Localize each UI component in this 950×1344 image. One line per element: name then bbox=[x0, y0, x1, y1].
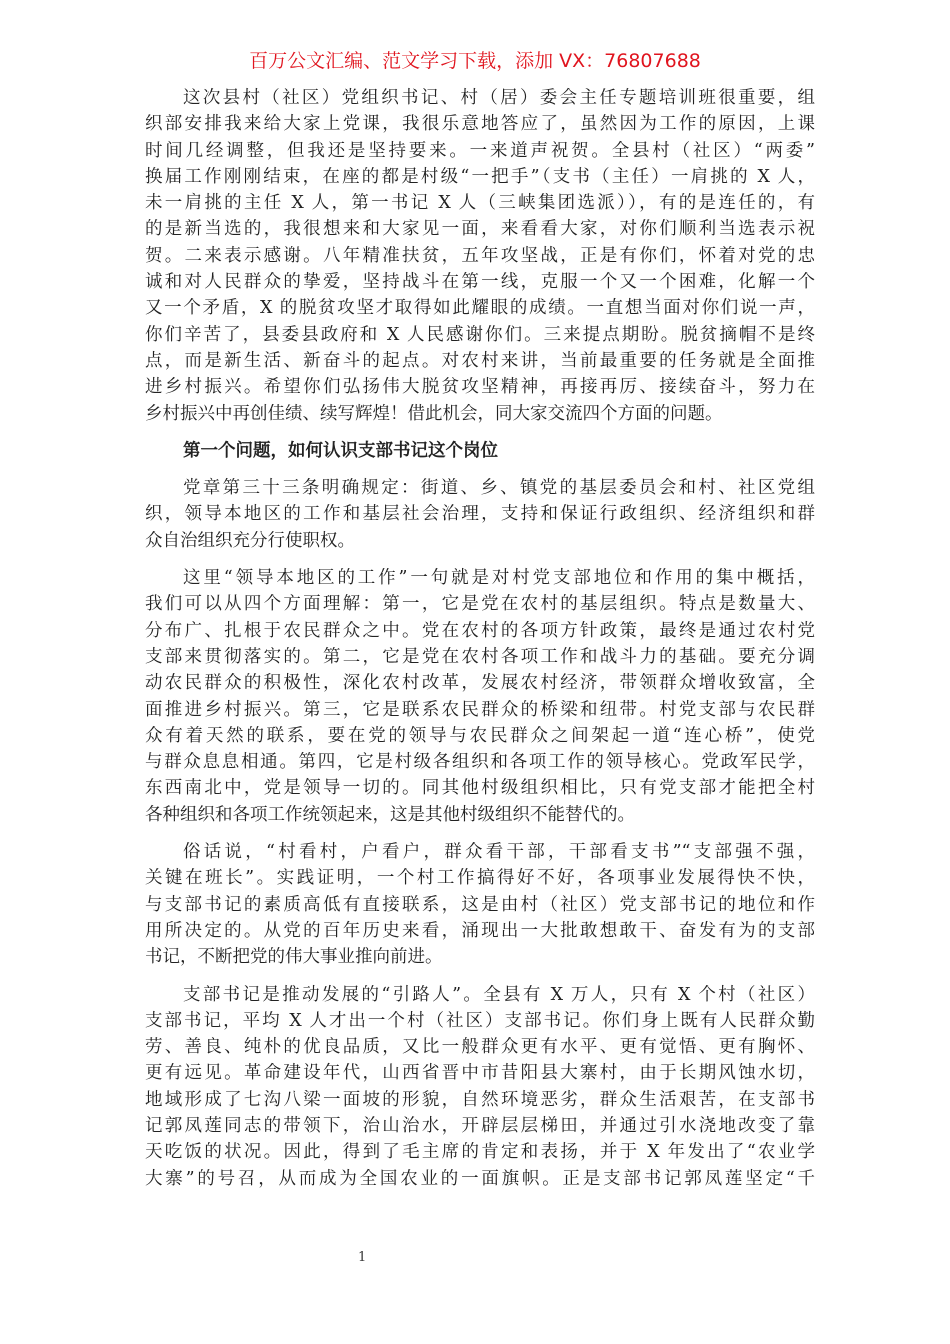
text-line: 又一个矛盾，X 的脱贫攻坚才取得如此耀眼的成绩。一直想当面对你们说一声， bbox=[145, 298, 815, 319]
paragraph bbox=[145, 85, 815, 427]
text-line: 时间几经调整，但我还是坚持要来。一来道声祝贺。全县村（社区）“两委” bbox=[145, 140, 815, 161]
text-line: 第一个问题，如何认识支部书记这个岗位 bbox=[183, 440, 498, 461]
text-line: 换届工作刚刚结束，在座的都是村级“一把手”（支书（主任）一肩挑的 X 人， bbox=[145, 166, 815, 187]
text-line: 诚和对人民群众的挚爱，坚持战斗在第一线，克服一个又一个困难，化解一个 bbox=[145, 272, 815, 293]
text-line: 党章第三十三条明确规定：街道、乡、镇党的基层委员会和村、社区党组 bbox=[183, 478, 815, 499]
text-line: 这次县村（社区）党组织书记、村（居）委会主任专题培训班很重要，组 bbox=[183, 88, 815, 108]
paragraph bbox=[145, 982, 815, 1192]
text-line: 关键在班长”。实践证明，一个村工作搞得好不好，各项事业发展得快不快， bbox=[145, 868, 815, 889]
text-line: 面推进乡村振兴。第三，它是联系农民群众的桥梁和纽带。村党支部与农民群 bbox=[145, 699, 815, 720]
text-line: 与支部书记的素质高低有直接联系，这是由村（社区）党支部书记的地位和作 bbox=[145, 894, 815, 915]
text-line: 俗话说，“村看村，户看户，群众看干部，干部看支书”“支部强不强， bbox=[183, 842, 815, 863]
text-line: 记郭凤莲同志的带领下，治山治水，开辟层层梯田，并通过引水浇地改变了靠 bbox=[145, 1115, 815, 1136]
text-line: 书记，不断把党的伟大事业推向前进。 bbox=[145, 947, 443, 968]
text-line: 进乡村振兴。希望你们弘扬伟大脱贫攻坚精神，再接再厉、接续奋斗，努力在 bbox=[145, 377, 815, 398]
text-line: 大寨”的号召，从而成为全国农业的一面旗帜。正是支部书记郭凤莲坚定“千 bbox=[145, 1168, 815, 1189]
text-line: 支部书记，平均 X 人才出一个村（社区）支部书记。你们身上既有人民群众勤 bbox=[145, 1010, 815, 1031]
paragraph bbox=[145, 475, 815, 554]
text-line: 乡村振兴中再创佳绩、续写辉煌！借此机会，同大家交流四个方面的问题。 bbox=[145, 403, 723, 424]
text-line: 众自治组织充分行使职权。 bbox=[145, 530, 355, 551]
text-line: 支部来贯彻落实的。第二，它是党在农村各项工作和战斗力的基础。要充分调 bbox=[145, 646, 815, 667]
text-line: 这里“领导本地区的工作”一句就是对村党支部地位和作用的集中概括， bbox=[183, 568, 815, 589]
text-line: 各种组织和各项工作统领起来，这是其他村级组织不能替代的。 bbox=[145, 804, 635, 825]
document-body bbox=[145, 85, 815, 1203]
text-line: 贺。二来表示感谢。八年精准扶贫，五年攻坚战，正是有你们，怀着对党的忠 bbox=[145, 245, 815, 266]
text-line: 动农民群众的积极性，深化农村改革，发展农村经济，带领群众增收致富，全 bbox=[145, 673, 815, 694]
text-line: 更有远见。革命建设年代，山西省晋中市昔阳县大寨村，由于长期风蚀水切， bbox=[145, 1063, 815, 1084]
text-line: 织，领导本地区的工作和基层社会治理，支持和保证行政组织、经济组织和群 bbox=[145, 504, 815, 525]
text-line: 你们辛苦了，县委县政府和 X 人民感谢你们。三来提点期盼。脱贫摘帽不是终 bbox=[145, 324, 815, 345]
text-line: 的是新当选的，我很想来和大家见一面，来看看大家，对你们顺利当选表示祝 bbox=[145, 219, 815, 240]
text-line: 东西南北中，党是领导一切的。同其他村级组织相比，只有党支部才能把全村 bbox=[145, 778, 815, 799]
text-line: 点，而是新生活、新奋斗的起点。对农村来讲，当前最重要的任务就是全面推 bbox=[145, 350, 815, 371]
text-line: 天吃饭的状况。因此，得到了毛主席的肯定和表扬，并于 X 年发出了“农业学 bbox=[145, 1142, 815, 1163]
text-line: 支部书记是推动发展的“引路人”。全县有 X 万人，只有 X 个村（社区） bbox=[183, 984, 815, 1005]
text-line: 我们可以从四个方面理解：第一，它是党在农村的基层组织。特点是数量大、 bbox=[145, 594, 815, 615]
text-line: 众有着天然的联系，要在党的领导与农民群众之间架起一道“连心桥”，使党 bbox=[145, 725, 815, 746]
text-line: 用所决定的。从党的百年历史来看，涌现出一大批敢想敢干、奋发有为的支部 bbox=[145, 920, 815, 941]
text-line: 未一肩挑的主任 X 人，第一书记 X 人（三峡集团选派）），有的是连任的，有 bbox=[145, 193, 815, 214]
text-line: 地域形成了七沟八梁一面坡的形貌，自然环境恶劣，群众生活艰苦，在支部书 bbox=[145, 1089, 815, 1110]
text-line: 分布广、扎根于农民群众之中。党在农村的各项方针政策，最终是通过农村党 bbox=[145, 620, 815, 641]
watermark-header: 百万公文汇编、范文学习下载，添加 VX：76807688 bbox=[249, 50, 701, 72]
paragraph bbox=[145, 839, 815, 970]
page-number: 1 bbox=[358, 1250, 367, 1265]
paragraph bbox=[145, 565, 815, 828]
text-line: 与群众息息相通。第四，它是村级各组织和各项工作的领导核心。党政军民学， bbox=[145, 752, 815, 773]
text-line: 织部安排我来给大家上党课，我很乐意地答应了，虽然因为工作的原因，上课 bbox=[145, 114, 815, 135]
text-line: 劳、善良、纯朴的优良品质，又比一般群众更有水平、更有觉悟、更有胸怀、 bbox=[145, 1037, 815, 1058]
section-heading bbox=[145, 438, 815, 464]
